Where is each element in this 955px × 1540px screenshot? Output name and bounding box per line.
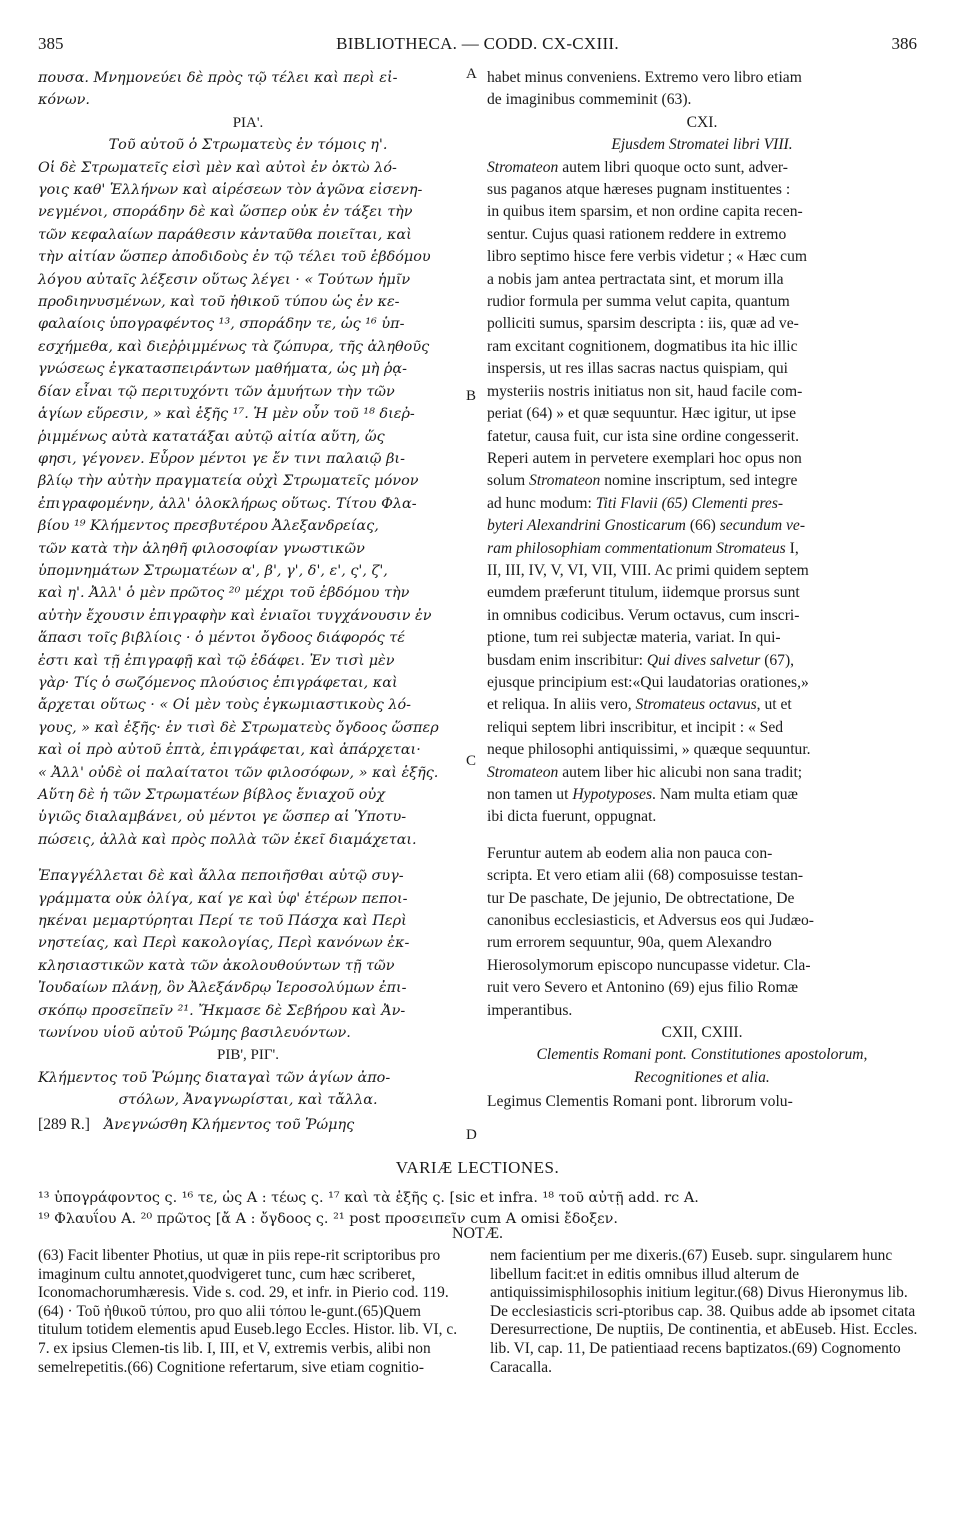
note-line: lego Eccles. Histor. lib. VI, c. 7. ex ipsius Clemen- — [38, 1321, 458, 1357]
latin-line: habet minus conveniens. Extremo vero libro etiam — [487, 69, 802, 86]
greek-line: ἁγίων εὕρεσιν, » καὶ ἑξῆς ¹⁷. Ἡ μὲν οὖν τοῦ ¹⁸ διεῤ- — [38, 406, 415, 423]
page-ref: [289 R.] — [38, 1115, 90, 1133]
latin-line: ram excitant cognitionem, dogmatibus ita hic illic — [487, 337, 798, 355]
latin-line: de imaginibus commeminit (63). — [487, 91, 692, 109]
latin-line: ram philosophiam commentationum Stromateus I, — [487, 539, 799, 557]
greek-line: γους, » καὶ ἑξῆς· ἐν τισὶ δὲ Στρωματεὺς ὄγδοος ὥσπερ — [38, 719, 439, 736]
greek-paragraph-2 — [38, 865, 458, 1044]
latin-line: fatetur, causa fuit, cur ista sine ordine congesserit. — [487, 427, 800, 445]
latin-column — [487, 67, 917, 1114]
latin-line: Stromateon autem liber hic alicubi non sana tradit; — [487, 763, 803, 781]
latin-line: eumdem præferunt titulum, iidemque prorsus sunt — [487, 584, 800, 602]
greek-line: ὑπομνημάτων Στρωματέων α', β', γ', δ', ε', ς', ζ', — [38, 562, 388, 579]
margin-letter-d: D — [466, 1127, 477, 1143]
note-line: vigeret tunc, cum hæc scriberet, Iconomachorum — [38, 1265, 416, 1302]
note-line: ptoribus cap. 38. Quibus adde ab ipsomet citata De — [490, 1302, 916, 1339]
notes-left-column — [38, 1247, 458, 1377]
latin-paragraph-1 — [487, 157, 917, 829]
section-subtitle-2b: Recognitiones et alia. — [634, 1068, 770, 1086]
greek-line: βίου ¹⁹ Κλήμεντος πρεσβυτέρου Ἀλεξανδρείας, — [38, 518, 379, 535]
greek-line: δίαν εἶναι τῷ περιτυχόντι τῶν ἀμυήτων τὴν τῶν — [38, 383, 395, 400]
greek-line: ἄρχεται οὕτως · « Οἱ μὲν τοὺς ἐγκωμιαστικοὺς λό- — [38, 697, 411, 714]
greek-line: ῥιμμένως αὐτὰ κατατάξαι αὐτῷ αἰτία αὕτη, ὥς — [38, 428, 385, 445]
latin-line: ad hunc modum: Titi Flavii (65) Clementi pres- — [487, 494, 784, 512]
latin-line: II, III, IV, V, VI, VII, VIII. Ac primi quidem septem — [487, 561, 809, 579]
greek-line: γνώσεως ἐγκατασπειράντων μαθήματα, ὡς μὴ ῥᾳ- — [38, 361, 407, 378]
note-line: philosophis initium legitur. — [571, 1284, 738, 1302]
greek-title-line: στόλων, Ἀναγνωρίσται, καὶ τἄλλα. — [118, 1092, 378, 1109]
latin-line: Hierosolymorum episcopo nuncupasse videtur. Cla- — [487, 956, 811, 974]
note-line: Euseb. Hist. Eccles. lib. VI, cap. 11, De patientia — [490, 1321, 918, 1357]
note-line: resurrectione, De nuptiis, De continentia, et ab — [507, 1321, 795, 1339]
latin-line: sus paganos atque hæreses pugnam instituentes : — [487, 181, 791, 199]
greek-line: τωνίνου υἱοῦ αὐτοῦ Ῥώμης βασιλευόντων. — [38, 1025, 351, 1042]
latin-line: Feruntur autem ab eodem alia non pauca con- — [487, 844, 773, 862]
greek-title-line: Κλήμεντος τοῦ Ῥώμης διαταγαὶ τῶν ἁγίων ἀπο- — [38, 1069, 391, 1086]
greek-line: Αὕτη δὲ ἡ τῶν Στρωματέων βίβλος ἔνιαχοῦ οὐχ — [38, 787, 385, 803]
latin-paragraph-2 — [487, 843, 917, 1022]
note-line: tis lib. I, III, et V, extremis verbis, alibi non semel — [38, 1339, 431, 1376]
note-line: rit scriptoribus pro imaginum cultu annotet,quod — [38, 1247, 441, 1283]
greek-line: καὶ οἱ πρὸ αὐτοῦ ἑπτὰ, ἐπιγράφεται, καὶ ἀπάρχεται· — [38, 742, 421, 759]
section-subtitle-2a: Clementis Romani pont. Constitutiones apostolorum, — [536, 1046, 868, 1064]
greek-line: τὴν αἰτίαν ὥσπερ ἀποδιδοὺς ἐν τῷ τέλει τοῦ ἑβδόμου — [38, 249, 431, 266]
latin-line: Reperi autem in pervetere exemplari hoc opus non — [487, 449, 802, 467]
section-heading-cxii-greek: ΡΙΒ', ΡΙΓ'. — [216, 1047, 279, 1064]
latin-line: canonibus ecclesiasticis, et Adversus eos qui Judæo- — [487, 912, 814, 930]
note-line: hæresis. Vide s. cod. 29, et infr. in Pierio cod. 119. — [138, 1284, 449, 1302]
variant-reading-line: ¹³ ὑπογράφοντος ς. ¹⁶ τε, ὡς A : τέως ς. ¹⁷ καὶ τὰ ἑξῆς ς. [sic et infra. ¹⁸ τοῦ αὐτῇ add. rc A. — [38, 1190, 699, 1206]
latin-line: polliciti sumus, sparsim descripta : iis, quæ ad ve- — [487, 315, 799, 333]
section-heading-cxi: CXI. — [686, 113, 718, 131]
section-heading-cxii: CXII, CXIII. — [661, 1024, 743, 1042]
latin-line: neque philosophi antiquissimi, » quæque sequuntur. — [487, 741, 811, 759]
note-line: nem facientium per me dixeris. — [490, 1247, 682, 1264]
greek-line: λόγου αὐταῖς λέξεσιν οὕτως λέγει · « Τούτων ἡμῖν — [38, 271, 411, 288]
greek-line: Ἰουδαίων πλάνῃ, ὃν Ἀλεξάνδρῳ Ἱεροσολύμων ἐπι- — [38, 980, 407, 997]
greek-line: πώσεις, ἀλλὰ καὶ πρὸς πολλὰ τῶν ἐκεῖ διαμάχεται. — [38, 831, 417, 848]
greek-line: ἐστι καὶ τῇ ἐπιγραφῇ καὶ τῷ ἐδάφει. Ἐν τισὶ μὲν — [38, 652, 395, 669]
greek-line: βλίῳ τὴν αὐτὴν πραγματεία οὐχὶ Στρωματεῖς μόνον — [38, 473, 419, 490]
greek-line: Ἐπαγγέλλεται δὲ καὶ ἄλλα πεποιῆσθαι αὐτῷ συγ- — [38, 868, 404, 885]
latin-line: imperantibus. — [487, 1001, 573, 1019]
greek-line: φαλαίοις ὑπογραφέντος ¹³, σποράδην τε, ὡς ¹⁶ ὑπ- — [38, 316, 405, 333]
note-line: (64) · Τοῦ ἠθικοῦ τύπου, pro quo alii τόπου le- — [38, 1302, 327, 1320]
greek-line: φησι, γέγονεν. Εὗρον μέντοι γε ἔν τινι παλαιῷ βι- — [38, 450, 405, 467]
note-line: (63) Facit libenter Photius, ut quæ in piis repe- — [38, 1247, 326, 1264]
latin-line: a nobis jam antea pertractata sint, et morum illa — [487, 270, 784, 288]
greek-line: εσχήμεθα, καὶ διεῤῥιμμένως τὰ ζώπυρα, τῆς ἀληθοῦς — [38, 338, 430, 355]
latin-line: non tamen ut Hypotyposes. Nam multa etiam quæ — [487, 786, 798, 803]
greek-line: « Ἀλλ' οὐδὲ οἱ παλαίτατοι τῶν φιλοσόφων, » καὶ ἑξῆς. — [38, 764, 439, 781]
greek-line: νεγμένοι, σποράδην δὲ καὶ ὥσπερ οὐκ ἐν τάξει τὴν — [38, 204, 413, 221]
latin-line: periat (64) » et quæ sequuntur. Hæc igitur, ut ipse — [487, 405, 797, 423]
variant-reading-line: ¹⁹ Φλαυΐου A. ²⁰ πρῶτος [ἄ A : ὄγδοος ς. ²¹ post προσειπεῖν cum A omisi ἔδοξεν. — [38, 1211, 618, 1227]
variae-lectiones-heading: VARIÆ LECTIONES. — [395, 1158, 560, 1177]
greek-line: γράμματα οὐκ ὀλίγα, καί γε καὶ ὑφ' ἑτέρων πεποι- — [38, 890, 408, 907]
greek-line: νηστείας, καὶ Περὶ κακολογίας, Περὶ κανόνων ἐκ- — [38, 935, 410, 952]
latin-line: ejusque principium est:«Qui laudatorias orationes,» — [487, 673, 809, 691]
latin-line: tur De paschate, De jejunio, De obtrectatione, De — [487, 889, 795, 907]
section-subtitle: Ejusdem Stromatei libri VIII. — [611, 136, 793, 154]
latin-line: in omnibus codicibus. Verum octavus, cum inscri- — [487, 606, 800, 624]
greek-line: κλησιαστικῶν κατὰ τῶν ἀκολουθούντων τῇ τῶν — [38, 957, 395, 974]
section-heading-cxi-greek: ΡΙΑ'. — [232, 114, 264, 131]
latin-last-line: Legimus Clementis Romani pont. librorum volu- — [487, 1093, 793, 1111]
greek-line: πουσα. Μνημονεύει δὲ πρὸς τῷ τέλει καὶ περὶ εἰ- — [38, 70, 398, 86]
greek-line: ηκέναι μεμαρτύρηται Περί τε τοῦ Πάσχα καὶ Περὶ — [38, 913, 407, 930]
note-line: (65)Quem titulum totidem elementis apud Euseb. — [38, 1302, 422, 1339]
note-line: et in editis omnibus illud alterum de antiquissimis — [490, 1265, 800, 1302]
latin-line: mysteriis nostris initiatus non sit, haud facile com- — [487, 382, 803, 400]
latin-line: byteri Alexandrini Gnosticarum (66) secundum ve- — [487, 517, 806, 535]
note-line: (66) Cognitione refertarum, sive etiam cognitio- — [127, 1358, 424, 1376]
note-line: (68) Divus Hieronymus lib. De ecclesiasticis scri- — [490, 1284, 908, 1320]
latin-line: inspersis, ut res illas sacras nactus quispiam, qui — [487, 360, 788, 378]
running-title: BIBLIOTHECA. — CODD. CX-CXIII. — [336, 34, 619, 53]
greek-line: αὐτὴν ἔχουσιν ἐπιγραφὴν καὶ ἐνιαῖοι τυγχάνουσιν ἐν — [38, 607, 432, 624]
latin-line: ibi dicta fuerunt, oppugnat. — [487, 808, 657, 826]
latin-line: scripta. Et vero etiam alii (68) composuisse testan- — [487, 867, 804, 885]
notes-right-column — [490, 1247, 918, 1377]
greek-line: προδιηνυσμένων, καὶ τοῦ ἠθικοῦ τύπου ὡς ἐν κε- — [38, 294, 400, 311]
greek-column — [38, 67, 458, 1136]
greek-line: τῶν κεφαλαίων παράθεσιν κἀνταῦθα ποιεῖται, καὶ — [38, 226, 412, 243]
margin-letter-c: C — [466, 753, 477, 769]
greek-line: σκόπῳ προσεῖπεῖν ²¹. Ἤκμασε δὲ Σεβήρου καὶ Ἀν- — [38, 1002, 406, 1019]
greek-line: καὶ η'. Ἀλλ' ὁ μὲν πρῶτος ²⁰ μέχρι τοῦ ἑβδόμου τὴν — [38, 585, 410, 602]
margin-letter-b: B — [466, 388, 477, 404]
latin-line: et reliqua. In aliis vero, Stromateus octavus, ut et — [487, 696, 792, 714]
latin-line: ptione, tum rei subjectæ materia, variat. In qui- — [487, 629, 781, 647]
latin-line: rum errorem sequuntur, 90a, quem Alexandro — [487, 934, 772, 952]
greek-line: γὰρ· Τίς ὁ σωζόμενος πλούσιος ἐπιγράφεται, καὶ — [38, 674, 398, 691]
note-line: (69) Cognomento Caracalla. — [490, 1339, 901, 1376]
greek-line: ὑγιῶς διαλαμβάνει, οὐ μέντοι γε ὥσπερ αἱ Ὑποτυ- — [38, 809, 407, 826]
latin-line: Stromateon autem libri quoque octo sunt, adver- — [487, 158, 788, 176]
greek-paragraph-1 — [38, 157, 458, 852]
greek-line: ἅπασι τοῖς βιβλίοις · ὁ μέντοι ὄγδοος διάφορός τέ — [38, 630, 405, 647]
notae-heading: NOTÆ. — [451, 1225, 504, 1242]
note-line: ad recens baptizatos. — [663, 1339, 792, 1357]
greek-line: κόνων. — [38, 92, 90, 109]
latin-line: reliqui septem libri inscribitur, et incipit : « Sed — [487, 718, 784, 736]
page-number-left: 385 — [38, 34, 64, 53]
section-subtitle-greek: Τοῦ αὐτοῦ ὁ Στρωματεὺς ἐν τόμοις η'. — [108, 137, 388, 154]
note-line: repetitis. — [73, 1358, 128, 1376]
latin-line: ruit vero Severo et Antonino (69) ejus filio Romæ — [487, 979, 798, 997]
latin-line: rudior formula per summa velut capita, quantum — [487, 293, 790, 311]
note-line: (67) Euseb. supr. singularem hunc libellum facit: — [490, 1247, 893, 1283]
note-line: gunt. — [326, 1302, 358, 1320]
latin-line: busdam enim inscribitur: Qui dives salvetur (67), — [487, 651, 795, 669]
greek-line: γοις καθ' Ἑλλήνων καὶ αἱρέσεων τὸν ἀγῶνα εἰσενη- — [38, 182, 423, 199]
margin-letter-a: A — [466, 66, 477, 82]
greek-line: Οἱ δὲ Στρωματεῖς εἰσὶ μὲν καὶ αὐτοὶ ἐν ὀκτὼ λό- — [38, 159, 397, 176]
latin-line: sentur. Cujus quasi rationem reddere in extremo — [487, 225, 787, 243]
latin-line: in quibus item sparsim, et non ordine capita recen- — [487, 203, 803, 221]
greek-last-line: Ἀνεγνώσθη Κλήμεντος τοῦ Ῥώμης — [103, 1116, 355, 1133]
greek-line: τῶν κατὰ τὴν ἀληθῆ φιλοσοφίαν γνωστικῶν — [38, 540, 365, 557]
latin-line: libro septimo hisce fere verbis videtur ; « Hæc cum — [487, 248, 808, 266]
page-number-right: 386 — [891, 34, 917, 53]
latin-line: solum Stromateon nomine inscriptum, sed integre — [487, 472, 798, 490]
greek-line: ἐπιγραφομένην, ἀλλ' ὁλοκλήρως οὕτως. Τίτου Φλα- — [38, 495, 417, 512]
